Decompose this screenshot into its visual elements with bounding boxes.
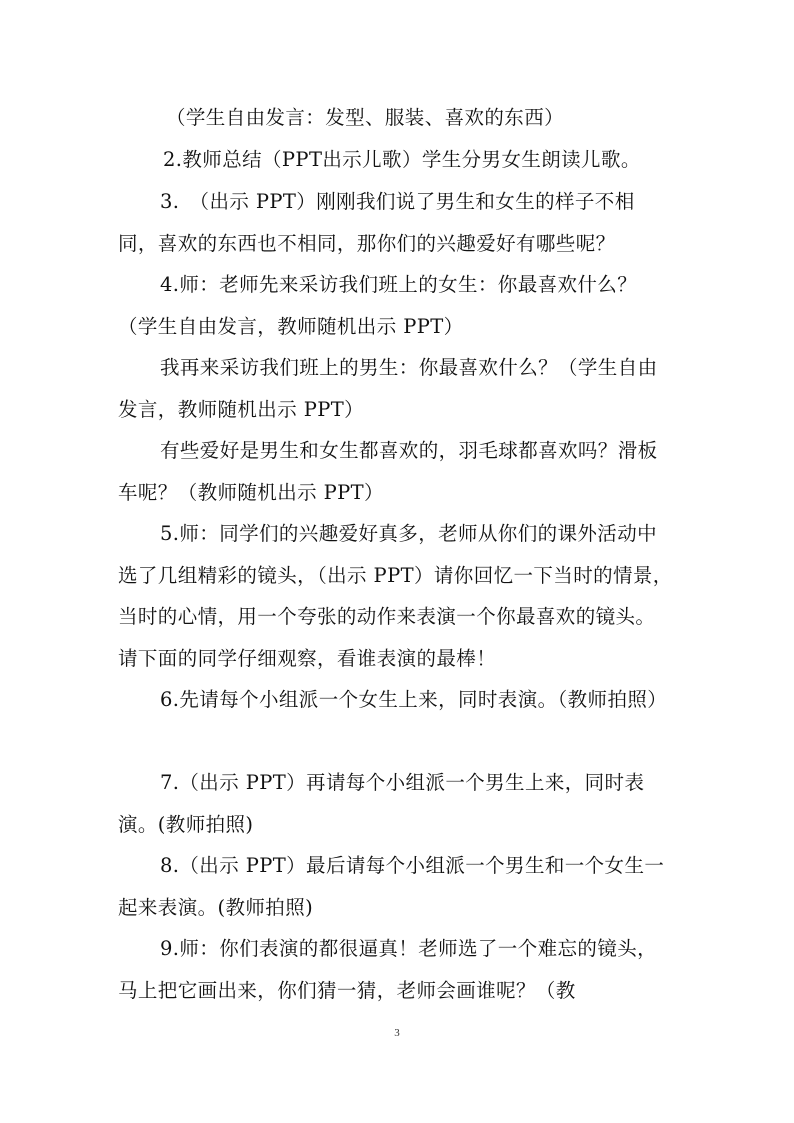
paragraph: 7.（出示 PPT）再请每个小组派一个男生上来，同时表演。(教师拍照) bbox=[118, 771, 645, 836]
paragraph: 我再来采访我们班上的男生：你最喜欢什么？（学生自由发言，教师随机出示 PPT） bbox=[118, 356, 658, 421]
page-number: 3 bbox=[394, 1027, 400, 1039]
paragraph: 有些爱好是男生和女生都喜欢的，羽毛球都喜欢吗？滑板车呢？（教师随机出示 PPT） bbox=[118, 439, 658, 504]
paragraph: 5.师：同学们的兴趣爱好真多，老师从你们的课外活动中选了几组精彩的镜头，（出示 PPT）请你回忆一下当时的情景，当时的心情，用一个夸张的动作来表演一个你最喜欢的镜头。请下面的同学仔细观察，看谁表演的最棒！ bbox=[118, 522, 673, 670]
paragraph: 6.先请每个小组派一个女生上来，同时表演。（教师拍照） bbox=[160, 688, 668, 711]
paragraph: 8.（出示 PPT）最后请每个小组派一个男生和一个女生一起来表演。(教师拍照) bbox=[118, 854, 665, 919]
paragraph: （学生自由发言：发型、服装、喜欢的东西） bbox=[166, 106, 565, 129]
paragraph: 4.师：老师先来采访我们班上的女生：你最喜欢什么？（学生自由发言，教师随机出示 PPT） bbox=[118, 273, 638, 338]
paragraph: 2.教师总结（PPT出示儿歌）学生分男女生朗读儿歌。 bbox=[163, 148, 641, 171]
paragraph: 9.师：你们表演的都很逼真！老师选了一个难忘的镜头，马上把它画出来，你们猜一猜，老师会画谁呢？（教 bbox=[118, 937, 658, 1002]
paragraph: 3. （出示 PPT）刚刚我们说了男生和女生的样子不相同，喜欢的东西也不相同，那你们的兴趣爱好有哪些呢？ bbox=[118, 190, 635, 255]
